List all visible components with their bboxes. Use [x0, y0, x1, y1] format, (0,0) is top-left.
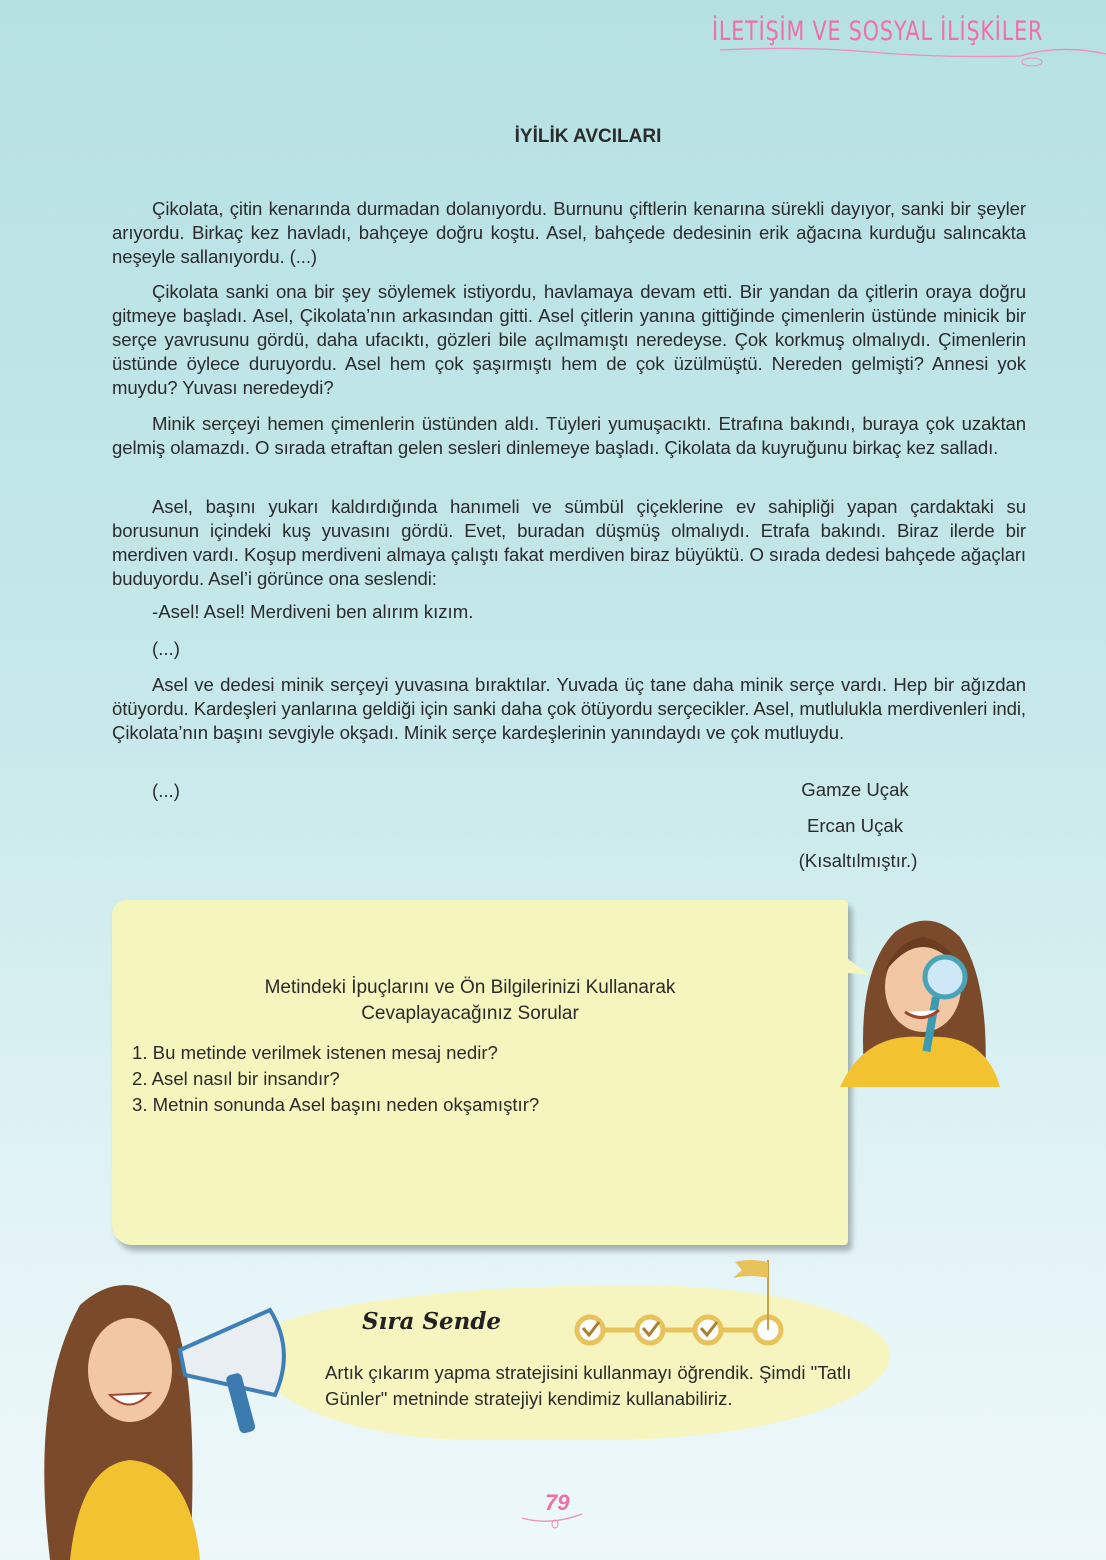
question-item: 2. Asel nasıl bir insandır? — [132, 1068, 340, 1089]
question-item: 3. Metnin sonunda Asel başını neden okşamıştır? — [132, 1094, 540, 1115]
page-number-flourish — [520, 1512, 585, 1532]
progress-step-done — [695, 1317, 721, 1343]
story-paragraph: Asel, başını yukarı kaldırdığında hanımeli ve sümbül çiçeklerine ev sahipliği yapan çardaktaki su borusunun içindeki kuş yuvasını gördü. Evet, buradan düşmüş olmalıydı. Etrafa bakındı. Biraz ilerde bir merdiven vardı. Koşup merdiveni almaya çalıştı fakat merdiven biraz büyüktü. O sırada dedesi bahçede ağaçları buduyordu. Asel’i görünce ona seslendi: — [112, 496, 1026, 589]
story-title: İYİLİK AVCILARI — [514, 126, 662, 147]
author-name: Ercan Uçak — [806, 815, 904, 836]
author-name: Gamze Uçak — [801, 779, 909, 800]
progress-step-done — [577, 1317, 603, 1343]
page-number: 79 — [545, 1490, 570, 1515]
story-ellipsis: (...) — [152, 780, 180, 801]
your-turn-title: Sıra Sende — [362, 1308, 502, 1335]
story-paragraph: Minik serçeyi hemen çimenlerin üstünden aldı. Tüyleri yumuşacıktı. Etrafına bakındı, buraya çok uzaktan gelmiş olamazdı. O sırada etraftan gelen sesleri dinlemeye başladı. Çikolata da kuyruğunu birkaç kez salladı. — [112, 413, 1026, 458]
progress-track — [570, 1258, 790, 1348]
section-title: İLETİŞİM VE SOSYAL İLİŞKİLER — [712, 16, 1044, 47]
question-item: 1. Bu metinde verilmek istenen mesaj nedir? — [132, 1042, 498, 1063]
decorative-wave — [720, 44, 1106, 72]
story-paragraph: Çikolata sanki ona bir şey söylemek istiyordu, havlamaya devam etti. Bir yandan da çitlerin oraya doğru gitmeye başladı. Asel, Çikolata’nın arkasından gitti. Asel çitlerin yanına gittiğinde çimenlerin üstünde minicik bir serçe yavrusunu gördü, daha ufacıktı, gözleri bile açılmamıştı neredeyse. Çok korkmuş olmalıydı. Çimenlerin üstünde öylece duruyordu. Asel hem çok şaşırmıştı hem de çok üzülmüştü. Nereden gelmişti? Annesi yok muydu? Yuvası neredeydi? — [112, 281, 1026, 398]
progress-step-done — [637, 1317, 663, 1343]
story-dialogue: -Asel! Asel! Merdiveni ben alırım kızım. — [152, 601, 474, 622]
abridged-note: (Kısaltılmıştır.) — [798, 850, 918, 871]
questions-heading: Cevaplayacağınız Sorular — [361, 1003, 579, 1024]
flag-icon — [733, 1260, 768, 1278]
story-paragraph: Çikolata, çitin kenarında durmadan dolanıyordu. Burnunu çiftlerin kenarına sürekli dayıyor, sanki bir şeyler arıyordu. Birkaç kez havladı, bahçeye doğru koştu. Asel, bahçede dedesinin erik ağacına kurduğu salıncakta neşeyle sallanıyordu. (...) — [112, 198, 1026, 267]
story-ellipsis: (...) — [152, 638, 180, 659]
girl-magnifier-illustration — [835, 912, 1015, 1087]
story-paragraph: Asel ve dedesi minik serçeyi yuvasına bıraktılar. Yuvada üç tane daha minik serçe vardı. Hep bir ağızdan ötüyordu. Kardeşleri yanlarına geldiği için sanki daha çok ötüyordu serçecikler. Asel, mutlulukla merdivenleri indi, Çikolata’nın başını sevgiyle okşadı. Minik serçe kardeşlerinin yanındaydı ve çok mutluydu. — [112, 674, 1026, 743]
your-turn-text: Artık çıkarım yapma stratejisini kullanmayı öğrendik. Şimdi "Tatlı Günler" metninde stratejiyi kendimiz kullanabiliriz. — [325, 1362, 852, 1409]
questions-heading: Metindeki İpuçlarını ve Ön Bilgilerinizi Kullanarak — [264, 977, 676, 998]
girl-megaphone-illustration — [30, 1275, 300, 1560]
